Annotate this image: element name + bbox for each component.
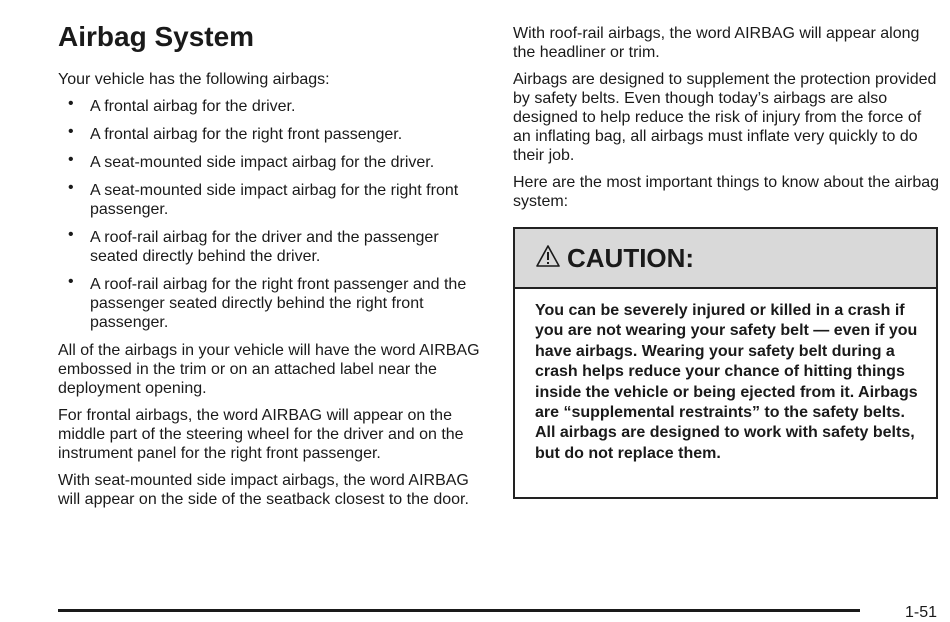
list-item-text: A frontal airbag for the driver. xyxy=(90,98,296,115)
bullet-icon: • xyxy=(68,273,74,290)
list-item xyxy=(58,228,488,266)
list-item xyxy=(58,275,488,332)
airbag-list xyxy=(58,97,488,332)
page-title: Airbag System xyxy=(58,21,255,52)
supplement-paragraph: Airbags are designed to supplement the protection provided by safety belts. Even though today’s airbags are also designed to help reduce the risk of injury from the force of an inflating bag, all airbags must inflate very quickly to do their job. xyxy=(513,71,937,164)
list-item xyxy=(58,125,488,144)
left-column xyxy=(58,18,488,517)
warning-triangle-icon xyxy=(535,244,567,273)
list-item-text: A frontal airbag for the right front passenger. xyxy=(90,126,403,143)
list-item xyxy=(58,153,488,172)
frontal-airbag-paragraph: For frontal airbags, the word AIRBAG will appear on the middle part of the steering wheel for the driver and on the instrument panel for the right front passenger. xyxy=(58,407,464,462)
bullet-icon: • xyxy=(68,179,74,196)
footer-divider xyxy=(58,609,860,612)
caution-title: CAUTION: xyxy=(567,242,695,273)
bullet-icon: • xyxy=(68,95,74,112)
caution-box xyxy=(513,227,938,499)
list-item xyxy=(58,97,488,116)
roof-rail-paragraph: With roof-rail airbags, the word AIRBAG will appear along the headliner or trim. xyxy=(513,25,920,61)
right-column xyxy=(513,24,941,219)
page-number: 1-51 xyxy=(905,604,938,621)
list-item-text: A seat-mounted side impact airbag for the right front passenger. xyxy=(90,182,459,218)
list-item-text: A seat-mounted side impact airbag for the driver. xyxy=(90,154,435,171)
bullet-icon: • xyxy=(68,151,74,168)
important-things-paragraph: Here are the most important things to know about the airbag system: xyxy=(513,174,940,210)
side-impact-paragraph: With seat-mounted side impact airbags, the word AIRBAG will appear on the side of the seatback closest to the door. xyxy=(58,472,469,508)
caution-header xyxy=(515,229,936,289)
caution-text: You can be severely injured or killed in a crash if you are not wearing your safety belt — even if you have airbags. Wearing your safety belt during a crash helps reduce your chance of hitting things inside the vehicle or being ejected from it. Airbags are “supplemental restraints” to the safety belts. All airbags are designed to work with safety belts, but do not replace them. xyxy=(535,302,918,462)
bullet-icon: • xyxy=(68,226,74,243)
intro-text: Your vehicle has the following airbags: xyxy=(58,71,330,88)
list-item-text: A roof-rail airbag for the driver and the passenger seated directly behind the driver. xyxy=(90,229,439,265)
list-item-text: A roof-rail airbag for the right front passenger and the passenger seated directly behind the right front passenger. xyxy=(90,276,467,331)
bullet-icon: • xyxy=(68,123,74,140)
list-item xyxy=(58,181,488,219)
embossed-label-paragraph: All of the airbags in your vehicle will have the word AIRBAG embossed in the trim or on an attached label near the deployment opening. xyxy=(58,342,480,397)
